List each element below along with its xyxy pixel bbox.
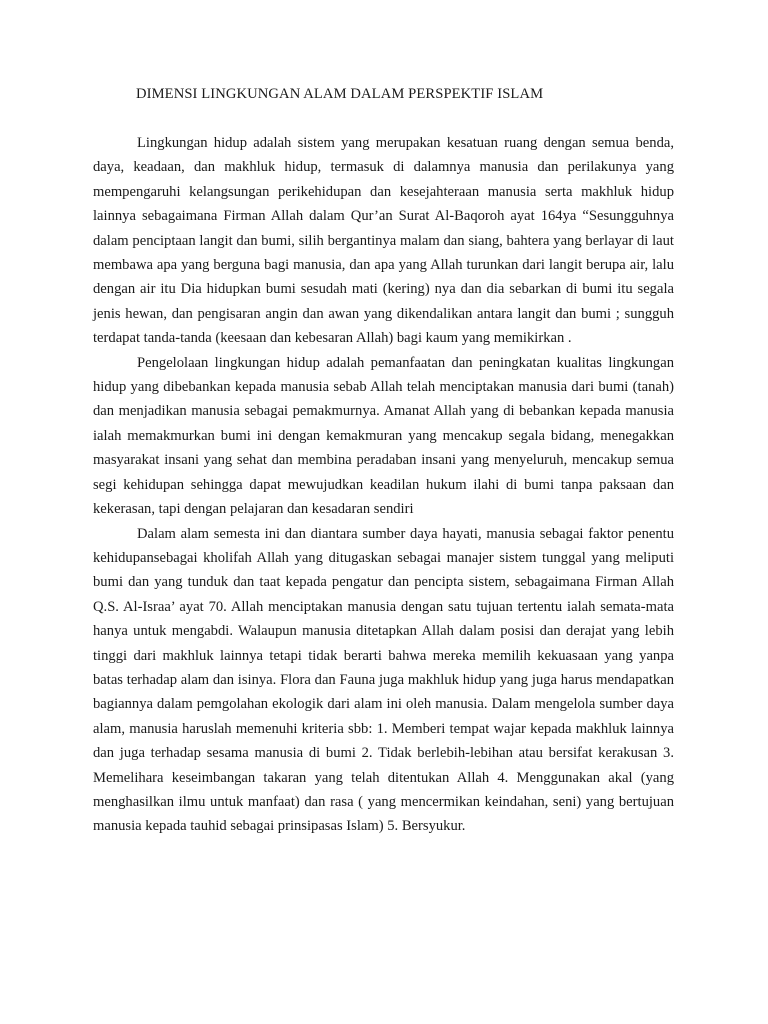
paragraph-alam-semesta: Dalam alam semesta ini dan diantara sumber daya hayati, manusia sebagai faktor penentu kehidupansebagai kholifah Allah yang ditugaskan sebagai manajer sistem tunggal yang meliputi bumi dan yang tunduk dan taat kepada pengatur dan pencipta sistem, sebagaimana Firman Allah Q.S. Al-Israa’ ayat 70. Allah menciptakan manusia dengan satu tujuan tertentu ialah semata-mata hanya untuk mengabdi. Walaupun manusia ditetapkan Allah dalam posisi dan derajat yang lebih tinggi dari makhluk lainnya tetapi tidak berarti bahwa mereka memilih kekuasaan yang yanpa batas terhadap alam dan isinya. Flora dan Fauna juga makhluk hidup yang juga harus mendapatkan bagiannya dalam pemgolahan ekologik dari alam ini oleh manusia. Dalam mengelola sumber daya alam, manusia haruslah memenuhi kriteria sbb: 1. Memberi tempat wajar kepada makhluk lainnya dan juga terhadap sesama manusia di bumi 2. Tidak berlebih-lebihan atau bersifat kerakusan 3. Memelihara keseimbangan takaran yang telah ditentukan Allah 4. Menggunakan akal (yang menghasilkan ilmu untuk manfaat) dan rasa ( yang mencermikan keindahan, seni) yang bertujuan manusia kepada tauhid sebagai prinsipasas Islam) 5. Bersyukur. bbox=[93, 525, 674, 835]
paragraph-pengelolaan-lingkungan: Pengelolaan lingkungan hidup adalah pemanfaatan dan peningkatan kualitas lingkungan hidup yang dibebankan kepada manusia sebab Allah telah menciptakan manusia dari bumi (tanah) dan menjadikan manusia sebagai pemakmurnya. Amanat Allah yang di bebankan kepada manusia ialah memakmurkan bumi ini dengan kemakmuran yang mencakup segala bidang, menegakkan masyarakat insani yang sehat dan membina peradaban insani yang menyeluruh, mencakup semua segi kehidupan sehingga dapat mewujudkan keadilan hukum ilahi di bumi tanpa paksaan dan kekerasan, tapi dengan pelajaran dan kesadaran sendiri bbox=[93, 354, 674, 518]
document-body bbox=[93, 131, 674, 839]
paragraph-lingkungan-hidup: Lingkungan hidup adalah sistem yang merupakan kesatuan ruang dengan semua benda, daya, keadaan, dan makhluk hidup, termasuk di dalamnya manusia dan perilakunya yang mempengaruhi kelangsungan perikehidupan dan kesejahteraan manusia serta makhluk hidup lainnya sebagaimana Firman Allah dalam Qur’an Surat Al-Baqoroh ayat 164ya “Sesungguhnya dalam penciptaan langit dan bumi, silih bergantinya malam dan siang, bahtera yang berlayar di laut membawa apa yang berguna bagi manusia, dan apa yang Allah turunkan dari langit berupa air, lalu dengan air itu Dia hidupkan bumi sesudah mati (kering) nya dan dia sebarkan di bumi itu segala jenis hewan, dan pengisaran angin dan awan yang dikendalikan antara langit dan bumi ; sungguh terdapat tanda-tanda (keesaan dan kebesaran Allah) bagi kaum yang memikirkan . bbox=[93, 135, 674, 347]
document-title: DIMENSI LINGKUNGAN ALAM DALAM PERSPEKTIF ISLAM bbox=[136, 86, 544, 102]
